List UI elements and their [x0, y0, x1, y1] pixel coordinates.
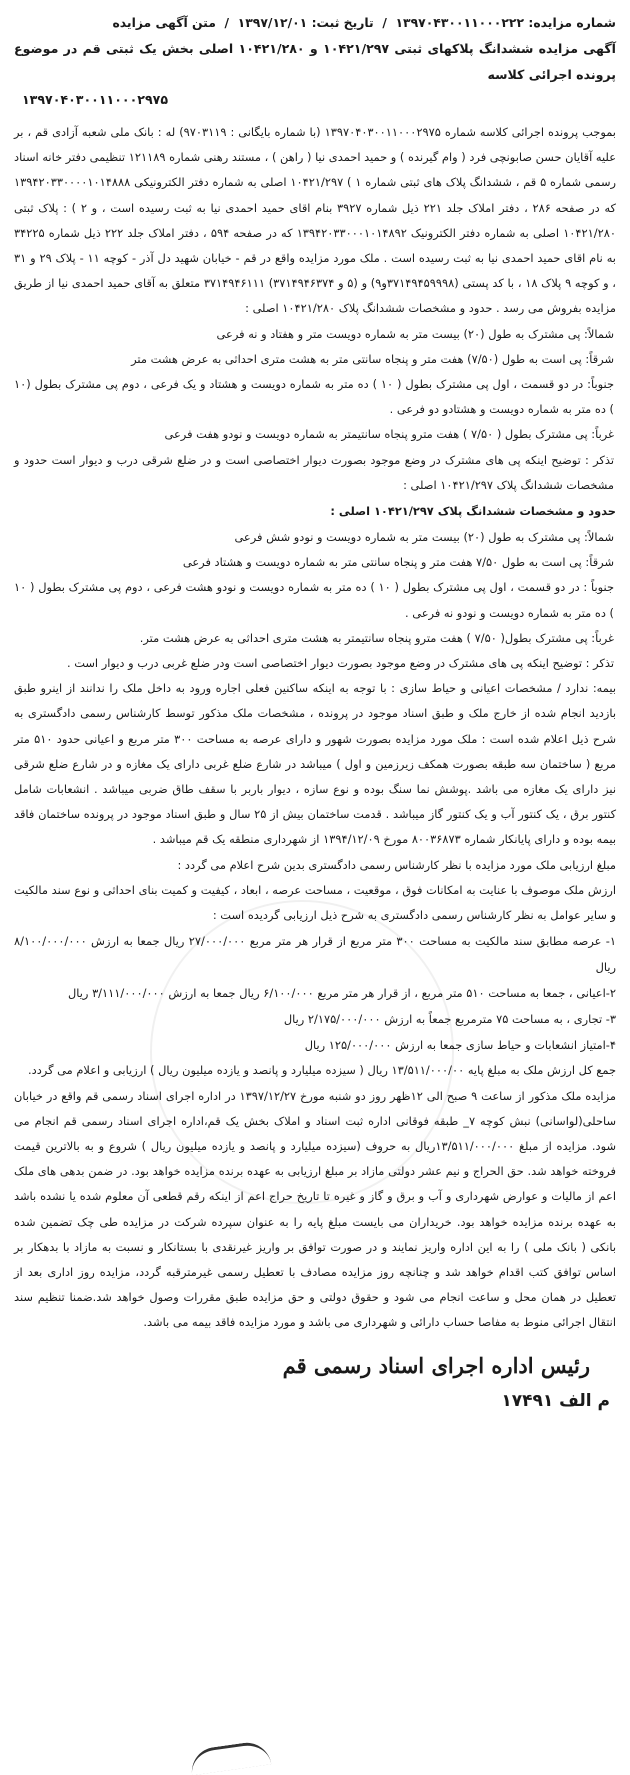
- auction-number-label: شماره مزایده:: [528, 15, 616, 30]
- reference-number: م الف ۱۷۴۹۱: [501, 1390, 610, 1411]
- auction-number: ۱۳۹۷۰۴۳۰۰۱۱۰۰۰۲۲۲: [395, 15, 525, 30]
- valuation-basis: ارزش ملک موصوف با عنایت به امکانات فوق ، موقعیت ، مساحت عرصه ، ابعاد ، کیفیت و کمیت بنای احداثی و نوع سند مالکیت و سایر عوامل به نظر کارشناس رسمی دادگستری به شرح ذیل ارزیابی گردیده است :: [14, 882, 616, 923]
- notice-header: شماره مزایده: ۱۳۹۷۰۴۳۰۰۱۱۰۰۰۲۲۲ / تاریخ ثبت: ۱۳۹۷/۱۲/۰۱ / متن آگهی مزایده: [112, 15, 616, 30]
- boundary-north-280: شمالاً: پی مشترک به طول (۲۰) بیست متر به شماره دویست متر و هفتاد و نه فرعی: [216, 326, 614, 341]
- boundary-south-297: جنوباً : در دو قسمت ، اول پی مشترک بطول ( ۱۰ ) ده متر به شماره دویست و نودو هشت فرعی ، دوم پی مشترک بطول ( ۱۰ ) ده متر به شماره دویست و نودو نه فرعی .: [14, 580, 615, 620]
- auction-terms: مزایده ملک مذکور از ساعت ۹ صبح الی ۱۲ظهر روز دو شنبه مورخ ۱۳۹۷/۱۲/۲۷ در اداره اجرای اسناد رسمی قم واقع در خیابان ساحلی(لواسانی) نبش کوچه ۷_ طبقه فوقانی اداره ثبت اسناد و املاک بخش یک قم،اداره اجرای اسناد رسمی قم انجام می شود. مزایده از مبلغ ۱۳/۵۱۱/۰۰۰/۰۰۰ریال به حروف (سیزده میلیارد و پانصد و یازده میلیون ریال ) شروع و به بالاترین قیمت فروخته خواهد شد. حق الحراج و نیم عشر دولتی مازاد بر مبلغ ارزیابی به عهده برنده مزایده خواهد بود. در ضمن بدهی های ملک اعم از مالیات و عوارض شهرداری و آب و برق و گاز و غیره تا تاریخ حراج اعم از اینکه رقم قطعی آن معلوم شده یا نشده باشد به عهده برنده مزایده خواهد بود. خریداران می بایست مبلغ پایه را به عنوان سپرده شرکت در مزایده طی چک تضمین شده بانکی ( بانک ملی ) را به این اداره واریز نمایند و در صورت توافق بر واریز غیرنقدی با بستانکار و نسبت به مازاد با بدهکار بر اساس توافق کتب اقدام خواهد شد و چنانچه روز مزایده مصادف با تعطیل رسمی غیرمترقبه گردد، مزایده روز اداری بعد از تعطیل در همان محل و ساعت انجام می شود و حقوق دولتی و حق مزایده طبق مقررات وصول خواهد شد.ضمنا تنظیم سند انتقال اجرائی منوط به مفاصا حساب دارائی و شهرداری می باشد و مورد مزایده فاقد بیمه می باشد.: [14, 1088, 617, 1330]
- plot-297-heading: حدود و مشخصات ششدانگ پلاک ۱۰۴۲۱/۲۹۷ اصلی :: [330, 504, 616, 519]
- handwritten-mark: [189, 1740, 272, 1775]
- boundaries-plot-280: [14, 322, 616, 498]
- property-description: بیمه: ندارد / مشخصات اعیانی و حیاط سازی : با توجه به اینکه ساکنین فعلی اجاره ورود به داخل ملک را ندانند از اینرو طبق بازدید انجام شده از خارج ملک و طبق اسناد موجود در پرونده ، مشخصات ملک مذکور توسط کارشناس رسمی دادگستری به شرح ذیل اعلام شده است : ملک مورد مزایده بصورت شهور و دارای عرصه به مساحت ۳۰۰ متر مربع و اعیانی حدود ۵۱۰ متر مربع ( ساختمان سه طبقه بصورت همکف زیرزمین و اول ) میباشد در شارع ضلع غربی دارای یک مغازه و در شارع ضلع شرقی نیز دارای یک مغازه می باشد .پوشش نما سنگ بوده و نوع سازه ، دیوار باربر با سقف طاق ضربی میباشد . انشعابات شامل کنتور برق ، یک کنتور آب و یک کنتور گاز میباشد . قدمت ساختمان بیش از ۲۵ سال و طبق اسناد موجود در پرونده ساختمان فاقد بیمه بوده و دارای پایانکار شماره ۸۰۰۳۶۸۷۳ مورخ ۱۳۹۴/۱۲/۰۹ از شهرداری منطقه یک قم میباشد .: [14, 681, 617, 847]
- case-file-number: ۱۳۹۷۰۴۰۳۰۰۱۱۰۰۰۲۹۷۵: [22, 92, 169, 107]
- notice-title: آگهی مزایده ششدانگ پلاکهای ثبتی ۱۰۴۲۱/۲۹۷ و ۱۰۴۲۱/۲۸۰ اصلی بخش یک ثبتی قم در موضوع پرونده اجرائی کلاسه: [14, 41, 616, 82]
- valuation-item-utilities: ۴-امتیاز انشعابات و حیاط سازی جمعا به ارزش ۱۲۵/۰۰۰/۰۰۰ ریال: [304, 1038, 616, 1053]
- boundary-east-280: شرقاً: پی است به طول (۷/۵۰) هفت متر و پنجاه سانتی متر به هشت متری احداثی به عرض هشت متر: [131, 351, 614, 366]
- boundaries-plot-297: [14, 525, 616, 676]
- boundary-south-280: جنوباً: در دو قسمت ، اول پی مشترک بطول ( ۱۰ ) ده متر به شماره دویست و هشتاد و یک فرعی ، دوم پی مشترک بطول (۱۰ ) ده متر به شماره دویست و هشتادو دو فرعی .: [14, 377, 614, 417]
- intro-paragraph: بموجب پرونده اجرائی کلاسه شماره ۱۳۹۷۰۴۰۳۰۰۱۱۰۰۰۲۹۷۵ (با شماره بایگانی : ۹۷۰۳۱۱۹) له : بانک ملی شعبه آزادی قم ، بر علیه آقایان حسن صابونچی فرد ( وام گیرنده ) و حمید احمدی نیا ( راهن ) ، مستند رهنی شماره ۱۲۱۱۸۹ تنظیمی دفتر خانه اسناد رسمی شماره ۵ قم ، ششدانگ پلاک های ثبتی شماره ۱ ) ۱۰۴۲۱/۲۹۷ اصلی به شماره دفتر الکترونیکی ۱۳۹۴۲۰۳۳۰۰۰۰۱۰۱۴۸۸۸ که در صفحه ۲۸۶ ، دفتر املاک جلد ۲۲۱ ذیل شماره ۳۹۲۷ بنام اقای حمید احمدی نیا به ثبت رسیده است ، و ۲ ) : پلاک ثبتی ۱۰۴۲۱/۲۸۰ اصلی به شماره دفتر الکترونیک ۱۳۹۴۲۰۳۳۰۰۰۱۰۱۴۸۹۲ که در صفحه ۵۹۴ ، دفتر املاک جلد ۲۲۲ ذیل شماره ۳۴۲۲۵ به نام اقای حمید احمدی نیا به ثبت رسیده است . ملک مورد مزایده واقع در قم - خیابان شهید دل آذر - کوچه ۱۱ - پلاک ۲۹ و ۳۱ ، و کوچه ۹ پلاک ۱۸ ، با کد پستی (۳۷۱۴۹۴۵۹۹۹۸و۹) و (۵ و ۳۷۱۴۹۴۶۳۷۴) ۳۷۱۴۹۴۶۱۱۱ متعلق به آقای حمید احمدی نیا از طریق مزایده بفروش می رسد . حدود و مشخصات ششدانگ پلاک ۱۰۴۲۱/۲۸۰ اصلی :: [14, 125, 617, 316]
- boundary-west-280: غرباً: پی مشترک بطول ( ۷/۵۰ ) هفت مترو پنجاه سانتیمتر به شماره دویست و نودو هفت فرعی: [164, 427, 614, 442]
- valuation-intro: مبلغ ارزیابی ملک مورد مزایده با نظر کارشناس رسمی دادگستری بدین شرح اعلام می گردد :: [177, 857, 616, 872]
- valuation-item-land: ۱- عرصه مطابق سند مالکیت به مساحت ۳۰۰ متر مربع از قرار هر متر مربع ۲۷/۰۰۰/۰۰۰ ریال جمعا به ارزش ۸/۱۰۰/۰۰۰/۰۰۰ ریال: [14, 934, 616, 975]
- boundary-note-297: تذکر : توضیح اینکه پی های مشترک در وضع موجود بصورت دیوار اختصاصی است ودر ضلع غربی درب و دیوار است .: [66, 656, 614, 671]
- registration-date: ۱۳۹۷/۱۲/۰۱: [237, 15, 308, 30]
- boundary-east-297: شرقاً: پی است به طول ۷/۵۰ هفت متر و پنجاه سانتی متر به شماره دویست و هشتاد فرعی: [182, 555, 614, 570]
- boundary-note-280: تذکر : توضیح اینکه پی های مشترک در وضع موجود بصورت دیوار اختصاصی است و در ضلع شرقی درب و دیوار است حدود و مشخصات ششدانگ پلاک ۱۰۴۲۱/۲۹۷ اصلی :: [14, 452, 614, 492]
- registration-date-label: تاریخ ثبت:: [311, 15, 374, 30]
- valuation-total: جمع کل ارزش ملک به مبلغ پایه ۱۳/۵۱۱/۰۰۰/۰۰ ریال ( سیزده میلیارد و پانصد و یازده میلیون ریال ) ارزیابی و اعلام می گردد.: [28, 1063, 616, 1078]
- boundary-north-297: شمالاً: پی مشترک به طول (۲۰) بیست متر به شماره دویست و نودو شش فرعی: [234, 530, 614, 545]
- valuation-item-building: ۲-اعیانی ، جمعا به مساحت ۵۱۰ متر مربع ، از قرار هر متر مربع ۶/۱۰۰/۰۰۰ ریال جمعا به ارزش ۳/۱۱۱/۰۰۰/۰۰۰ ریال: [68, 986, 616, 1001]
- notice-section-label: متن آگهی مزایده: [112, 15, 216, 30]
- valuation-item-commercial: ۳- تجاری ، به مساحت ۷۵ مترمربع جمعاً به ارزش ۲/۱۷۵/۰۰۰/۰۰۰ ریال: [283, 1012, 616, 1027]
- valuation-list: [14, 928, 616, 1058]
- boundary-west-297: غرباً: پی مشترک بطول( ۷/۵۰ ) هفت مترو پنجاه سانتیمتر به هشت متری احداثی به عرض هشت متر.: [139, 630, 614, 645]
- signature-title: رئیس اداره اجرای اسناد رسمی قم: [282, 1352, 590, 1378]
